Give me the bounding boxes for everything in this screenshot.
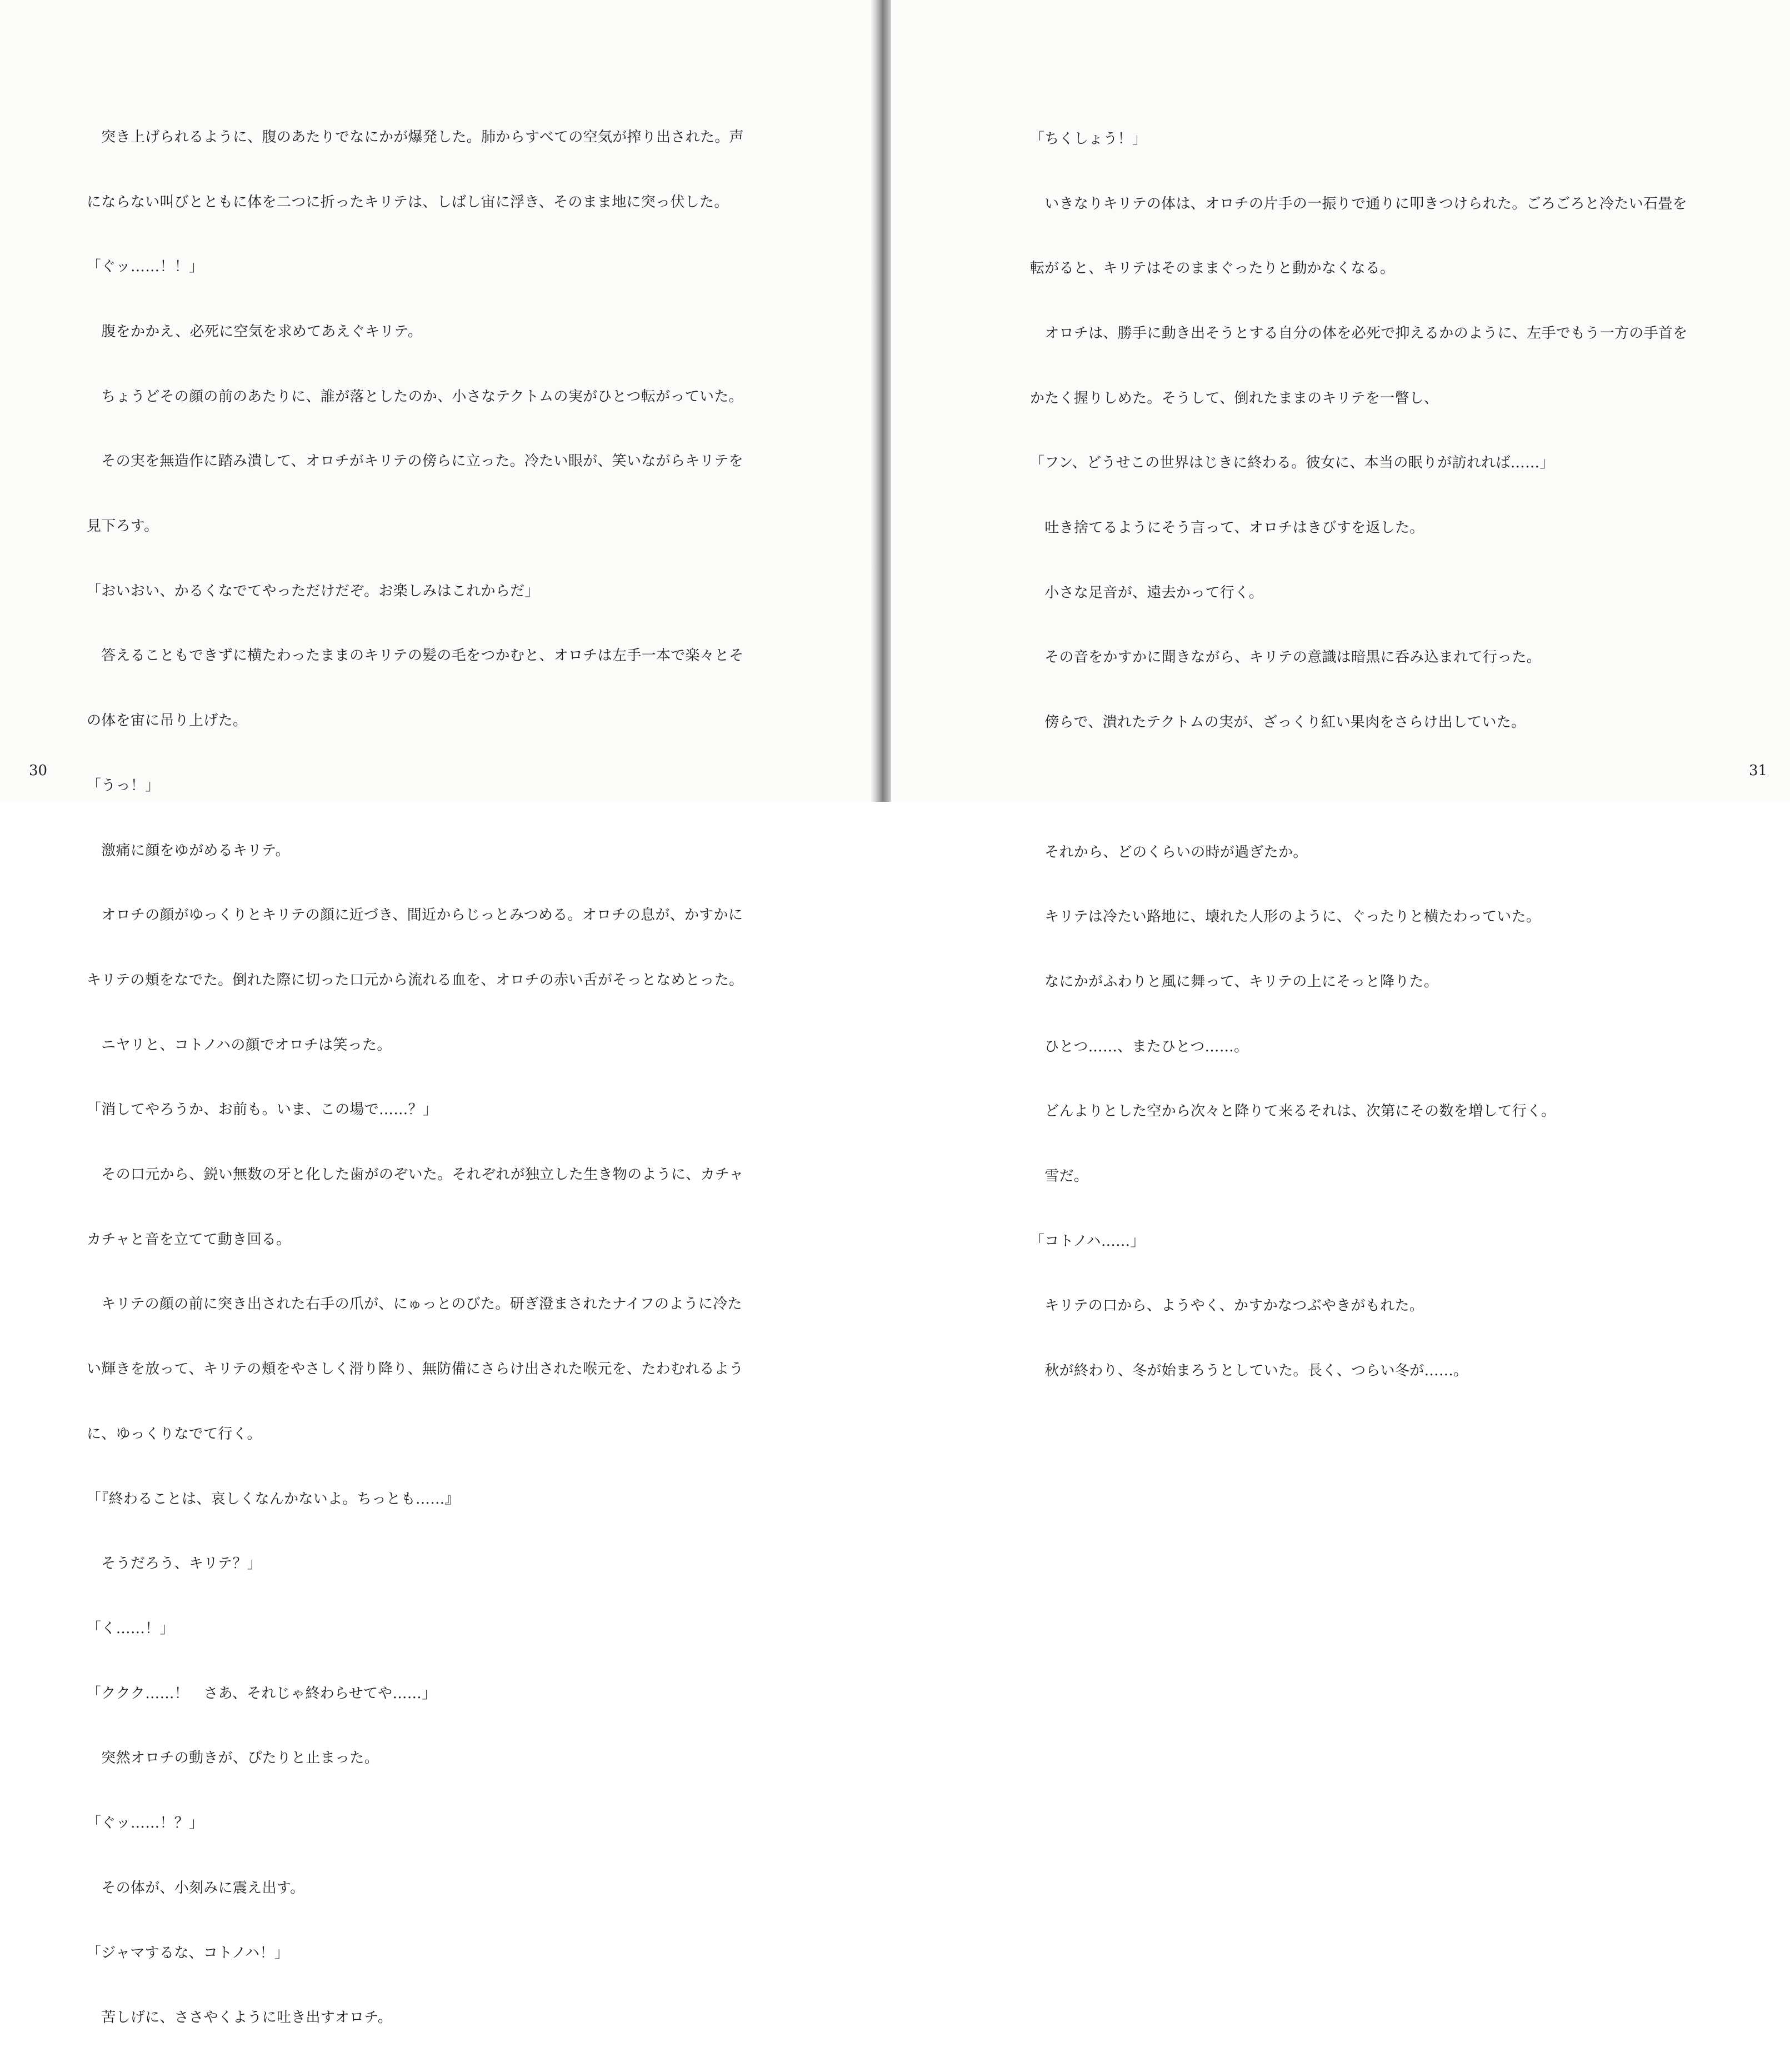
right-line: 秋が終わり、冬が始まろうとしていた。長く、つらい冬が……。 xyxy=(1030,1362,1468,1380)
right-line: 「コトノハ……」 xyxy=(1030,1232,1145,1250)
left-line: その実を無造作に踏み潰して、オロチがキリテの傍らに立った。冷たい眼が、笑いながらキリテを xyxy=(87,453,743,470)
left-line: その体が、小刻みに震え出す。 xyxy=(87,1879,305,1896)
left-line: キリテの顔の前に突き出された右手の爪が、にゅっとのびた。研ぎ澄まされたナイフのように冷た xyxy=(87,1296,742,1313)
left-line: ニヤリと、コトノハの顔でオロチは笑った。 xyxy=(87,1036,392,1054)
left-line: 突然オロチの動きが、ぴたりと止まった。 xyxy=(87,1750,379,1767)
right-line: オロチは、勝手に動き出そうとする自分の体を必死で抑えるかのように、左手でもう一方の手首を xyxy=(1030,324,1688,342)
left-line: 激痛に顔をゆがめるキリテ。 xyxy=(87,842,290,859)
left-line: ちょうどその顔の前のあたりに、誰が落としたのか、小さなテクトムの実がひとつ転がっていた。 xyxy=(87,388,743,405)
left-line: 腹をかかえ、必死に空気を求めてあえぐキリテ。 xyxy=(87,323,423,340)
right-line: 傍らで、潰れたテクトムの実が、ざっくり紅い果肉をさらけ出していた。 xyxy=(1030,714,1526,731)
left-line: 見下ろす。 xyxy=(87,518,159,535)
left-line: 「うっ！」 xyxy=(87,777,160,794)
right-line: なにかがふわりと風に舞って、キリテの上にそっと降りた。 xyxy=(1030,973,1439,990)
right-line: 雪だ。 xyxy=(1030,1168,1089,1185)
left-line: その口元から、鋭い無数の牙と化した歯がのぞいた。それぞれが独立した生き物のように、カチャ xyxy=(87,1166,744,1184)
left-line: 「消してやろうか、お前も。いま、この場で……？」 xyxy=(87,1101,438,1119)
right-line: 小さな足音が、遠去かって行く。 xyxy=(1030,584,1264,601)
paragraph-break xyxy=(1030,777,1713,798)
right-line: ひとつ……、またひとつ……。 xyxy=(1030,1038,1249,1055)
right-line: それから、どのくらいの時が過ぎたか。 xyxy=(1030,843,1308,861)
left-line: キリテの頬をなでた。倒れた際に切った口元から流れる血を、オロチの赤い舌がそっとなめとった。 xyxy=(87,971,744,988)
left-line: 「おいおい、かるくなでてやっただけだぞ。お楽しみはこれからだ」 xyxy=(87,582,539,600)
left-line: 苦しげに、ささやくように吐き出すオロチ。 xyxy=(87,2009,393,2026)
right-line: かたく握りしめた。そうして、倒れたままのキリテを一瞥し、 xyxy=(1030,390,1439,407)
right-page-body xyxy=(1030,85,1713,1425)
right-line: キリテは冷たい路地に、壊れた人形のように、ぐったりと横たわっていた。 xyxy=(1030,908,1541,926)
right-line: 「フン、どうせこの世界はじきに終わる。彼女に、本当の眠りが訪れれば……」 xyxy=(1030,455,1554,472)
left-line: にならない叫びとともに体を二つに折ったキリテは、しばし宙に浮き、そのまま地に突っ伏した。 xyxy=(87,193,729,211)
right-page xyxy=(891,0,1790,1380)
left-line: オロチの顔がゆっくりとキリテの顔に近づき、間近からじっとみつめる。オロチの息が、かすかに xyxy=(87,907,743,924)
left-line: 「く……！」 xyxy=(87,1620,174,1637)
left-line: 突き上げられるように、腹のあたりでなにかが爆発した。肺からすべての空気が搾り出された。声 xyxy=(87,128,744,146)
page-number-left: 30 xyxy=(29,762,48,779)
left-line: 「ぐッ……！？」 xyxy=(87,1815,204,1832)
right-line: 転がると、キリテはそのままぐったりと動かなくなる。 xyxy=(1030,260,1395,277)
page-number-right: 31 xyxy=(1749,762,1768,779)
left-line: 答えることもできずに横たわったままのキリテの髪の毛をつかむと、オロチは左手一本で楽々とそ xyxy=(87,647,744,665)
right-line: その音をかすかに聞きながら、キリテの意識は暗黒に呑み込まれて行った。 xyxy=(1030,649,1541,666)
right-line: いきなりキリテの体は、オロチの片手の一振りで通りに叩きつけられた。ごろごろと冷たい石畳を xyxy=(1030,195,1687,212)
left-line: 「『終わることは、哀しくなんかないよ。ちっとも……』 xyxy=(87,1490,459,1507)
right-line: 「ちくしょう！」 xyxy=(1030,130,1147,147)
left-line: そうだろう、キリテ？」 xyxy=(87,1555,262,1572)
right-line: どんよりとした空から次々と降りて来るそれは、次第にその数を増して行く。 xyxy=(1030,1103,1556,1120)
left-line: 「ジャマするな、コトノハ！」 xyxy=(87,1944,289,1961)
right-line: 吐き捨てるようにそう言って、オロチはきびすを返した。 xyxy=(1030,520,1424,537)
left-line: い輝きを放って、キリテの頬をやさしく滑り降り、無防備にさらけ出された喉元を、たわむれるよう xyxy=(87,1361,744,1378)
left-line: に、ゆっくりなでて行く。 xyxy=(87,1425,262,1442)
right-line: キリテの口から、ようやく、かすかなつぶやきがもれた。 xyxy=(1030,1297,1424,1315)
left-line: 「ククク……！ さあ、それじゃ終わらせてや……」 xyxy=(87,1685,437,1702)
left-page xyxy=(0,0,878,2026)
left-line: 「ぐッ……！！」 xyxy=(87,258,204,276)
left-line: の体を宙に吊り上げた。 xyxy=(87,712,248,730)
left-line: カチャと音を立てて動き回る。 xyxy=(87,1231,291,1248)
left-page-body xyxy=(87,83,770,2072)
